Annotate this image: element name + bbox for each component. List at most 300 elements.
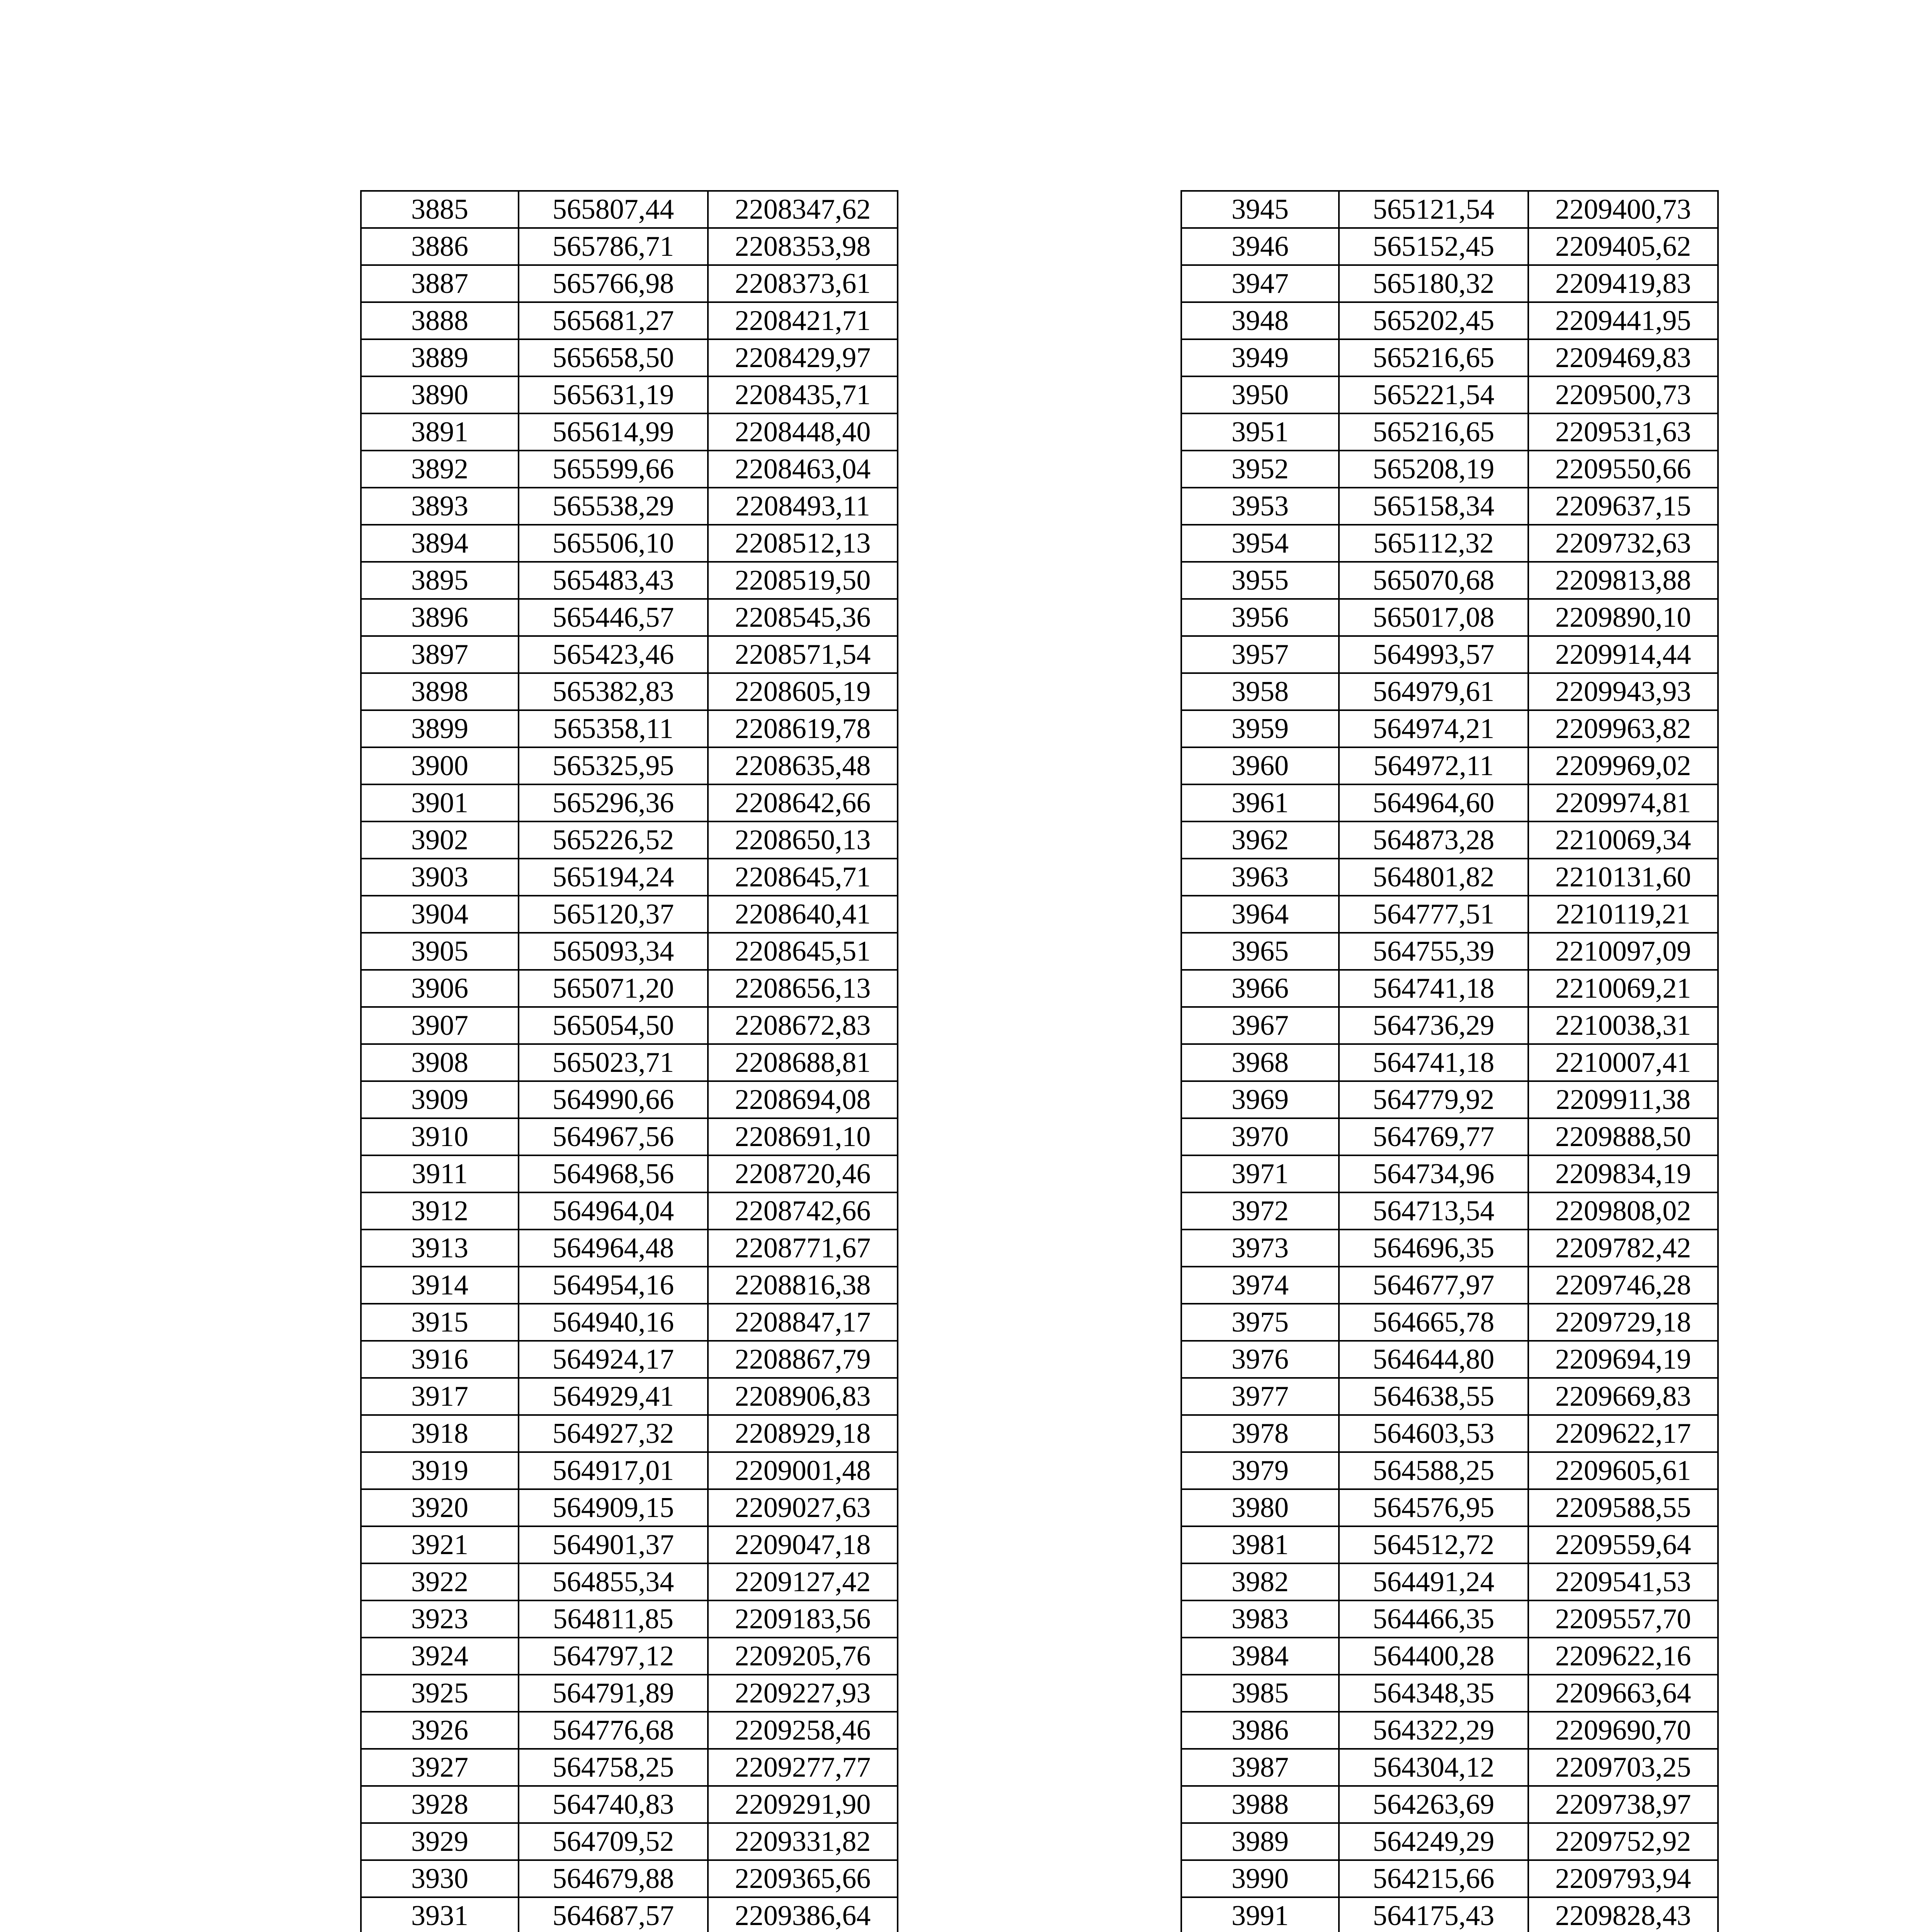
table-row bbox=[1181, 1675, 1718, 1712]
point-number-cell: 3917 bbox=[361, 1378, 519, 1415]
point-number-cell: 3950 bbox=[1181, 376, 1339, 413]
y-coordinate-cell: 2209729,18 bbox=[1528, 1304, 1718, 1341]
y-coordinate-cell: 2208645,71 bbox=[708, 859, 898, 896]
table-row bbox=[361, 710, 898, 747]
table-row bbox=[1181, 525, 1718, 562]
table-row bbox=[1181, 1452, 1718, 1489]
table-row bbox=[1181, 339, 1718, 376]
x-coordinate-cell: 564736,29 bbox=[1339, 1007, 1528, 1044]
y-coordinate-cell: 2208816,38 bbox=[708, 1267, 898, 1304]
point-number-cell: 3981 bbox=[1181, 1526, 1339, 1563]
x-coordinate-cell: 565599,66 bbox=[519, 451, 708, 488]
x-coordinate-cell: 564968,56 bbox=[519, 1155, 708, 1192]
point-number-cell: 3963 bbox=[1181, 859, 1339, 896]
table-row bbox=[361, 1452, 898, 1489]
x-coordinate-cell: 564665,78 bbox=[1339, 1304, 1528, 1341]
y-coordinate-cell: 2209331,82 bbox=[708, 1823, 898, 1860]
point-number-cell: 3982 bbox=[1181, 1563, 1339, 1600]
y-coordinate-cell: 2208847,17 bbox=[708, 1304, 898, 1341]
point-number-cell: 3916 bbox=[361, 1341, 519, 1378]
y-coordinate-cell: 2210069,34 bbox=[1528, 821, 1718, 859]
point-number-cell: 3965 bbox=[1181, 933, 1339, 970]
x-coordinate-cell: 564304,12 bbox=[1339, 1749, 1528, 1786]
point-number-cell: 3885 bbox=[361, 191, 519, 228]
table-row bbox=[1181, 1638, 1718, 1675]
y-coordinate-cell: 2208867,79 bbox=[708, 1341, 898, 1378]
y-coordinate-cell: 2208512,13 bbox=[708, 525, 898, 562]
x-coordinate-cell: 564638,55 bbox=[1339, 1378, 1528, 1415]
y-coordinate-cell: 2208688,81 bbox=[708, 1044, 898, 1081]
y-coordinate-cell: 2209969,02 bbox=[1528, 747, 1718, 784]
table-row bbox=[1181, 784, 1718, 821]
point-number-cell: 3990 bbox=[1181, 1860, 1339, 1897]
point-number-cell: 3895 bbox=[361, 562, 519, 599]
x-coordinate-cell: 565786,71 bbox=[519, 228, 708, 265]
point-number-cell: 3913 bbox=[361, 1230, 519, 1267]
point-number-cell: 3929 bbox=[361, 1823, 519, 1860]
table-row bbox=[1181, 1823, 1718, 1860]
y-coordinate-cell: 2208906,83 bbox=[708, 1378, 898, 1415]
point-number-cell: 3961 bbox=[1181, 784, 1339, 821]
x-coordinate-cell: 564801,82 bbox=[1339, 859, 1528, 896]
table-row bbox=[361, 1897, 898, 1932]
y-coordinate-cell: 2209277,77 bbox=[708, 1749, 898, 1786]
point-number-cell: 3983 bbox=[1181, 1600, 1339, 1638]
table-row bbox=[1181, 1600, 1718, 1638]
point-number-cell: 3966 bbox=[1181, 970, 1339, 1007]
point-number-cell: 3969 bbox=[1181, 1081, 1339, 1118]
point-number-cell: 3959 bbox=[1181, 710, 1339, 747]
y-coordinate-cell: 2208691,10 bbox=[708, 1118, 898, 1155]
point-number-cell: 3987 bbox=[1181, 1749, 1339, 1786]
table-row bbox=[361, 970, 898, 1007]
point-number-cell: 3964 bbox=[1181, 896, 1339, 933]
point-number-cell: 3953 bbox=[1181, 488, 1339, 525]
y-coordinate-cell: 2208640,41 bbox=[708, 896, 898, 933]
y-coordinate-cell: 2210131,60 bbox=[1528, 859, 1718, 896]
x-coordinate-cell: 564249,29 bbox=[1339, 1823, 1528, 1860]
table-row bbox=[361, 1712, 898, 1749]
x-coordinate-cell: 564811,85 bbox=[519, 1600, 708, 1638]
table-row bbox=[361, 1007, 898, 1044]
point-number-cell: 3912 bbox=[361, 1192, 519, 1230]
x-coordinate-cell: 564972,11 bbox=[1339, 747, 1528, 784]
point-number-cell: 3886 bbox=[361, 228, 519, 265]
y-coordinate-cell: 2209752,92 bbox=[1528, 1823, 1718, 1860]
table-row bbox=[1181, 451, 1718, 488]
point-number-cell: 3951 bbox=[1181, 413, 1339, 451]
x-coordinate-cell: 564740,83 bbox=[519, 1786, 708, 1823]
table-row bbox=[361, 896, 898, 933]
x-coordinate-cell: 564491,24 bbox=[1339, 1563, 1528, 1600]
point-number-cell: 3930 bbox=[361, 1860, 519, 1897]
y-coordinate-cell: 2209405,62 bbox=[1528, 228, 1718, 265]
x-coordinate-cell: 564687,57 bbox=[519, 1897, 708, 1932]
table-row bbox=[361, 1415, 898, 1452]
y-coordinate-cell: 2208771,67 bbox=[708, 1230, 898, 1267]
point-number-cell: 3899 bbox=[361, 710, 519, 747]
point-number-cell: 3957 bbox=[1181, 636, 1339, 673]
y-coordinate-cell: 2208493,11 bbox=[708, 488, 898, 525]
point-number-cell: 3946 bbox=[1181, 228, 1339, 265]
x-coordinate-cell: 564677,97 bbox=[1339, 1267, 1528, 1304]
y-coordinate-cell: 2209746,28 bbox=[1528, 1267, 1718, 1304]
x-coordinate-cell: 564779,92 bbox=[1339, 1081, 1528, 1118]
table-row bbox=[361, 1230, 898, 1267]
table-row bbox=[361, 1192, 898, 1230]
x-coordinate-cell: 565538,29 bbox=[519, 488, 708, 525]
x-coordinate-cell: 564964,04 bbox=[519, 1192, 708, 1230]
table-row bbox=[361, 784, 898, 821]
point-number-cell: 3891 bbox=[361, 413, 519, 451]
y-coordinate-cell: 2208448,40 bbox=[708, 413, 898, 451]
point-number-cell: 3910 bbox=[361, 1118, 519, 1155]
table-row bbox=[361, 933, 898, 970]
table-row bbox=[361, 413, 898, 451]
x-coordinate-cell: 564924,17 bbox=[519, 1341, 708, 1378]
table-row bbox=[361, 1118, 898, 1155]
x-coordinate-cell: 565807,44 bbox=[519, 191, 708, 228]
y-coordinate-cell: 2208650,13 bbox=[708, 821, 898, 859]
point-number-cell: 3971 bbox=[1181, 1155, 1339, 1192]
x-coordinate-cell: 564758,25 bbox=[519, 1749, 708, 1786]
y-coordinate-cell: 2209588,55 bbox=[1528, 1489, 1718, 1526]
table-row bbox=[361, 599, 898, 636]
x-coordinate-cell: 565423,46 bbox=[519, 636, 708, 673]
point-number-cell: 3972 bbox=[1181, 1192, 1339, 1230]
point-number-cell: 3908 bbox=[361, 1044, 519, 1081]
y-coordinate-cell: 2209963,82 bbox=[1528, 710, 1718, 747]
y-coordinate-cell: 2209258,46 bbox=[708, 1712, 898, 1749]
x-coordinate-cell: 565158,34 bbox=[1339, 488, 1528, 525]
point-number-cell: 3956 bbox=[1181, 599, 1339, 636]
y-coordinate-cell: 2208694,08 bbox=[708, 1081, 898, 1118]
y-coordinate-cell: 2209419,83 bbox=[1528, 265, 1718, 302]
y-coordinate-cell: 2209622,16 bbox=[1528, 1638, 1718, 1675]
table-row bbox=[1181, 1749, 1718, 1786]
table-row bbox=[1181, 562, 1718, 599]
x-coordinate-cell: 565194,24 bbox=[519, 859, 708, 896]
point-number-cell: 3988 bbox=[1181, 1786, 1339, 1823]
table-row bbox=[361, 525, 898, 562]
x-coordinate-cell: 564929,41 bbox=[519, 1378, 708, 1415]
point-number-cell: 3922 bbox=[361, 1563, 519, 1600]
y-coordinate-cell: 2209669,83 bbox=[1528, 1378, 1718, 1415]
point-number-cell: 3970 bbox=[1181, 1118, 1339, 1155]
point-number-cell: 3906 bbox=[361, 970, 519, 1007]
point-number-cell: 3919 bbox=[361, 1452, 519, 1489]
y-coordinate-cell: 2208642,66 bbox=[708, 784, 898, 821]
y-coordinate-cell: 2209694,19 bbox=[1528, 1341, 1718, 1378]
y-coordinate-cell: 2208353,98 bbox=[708, 228, 898, 265]
y-coordinate-cell: 2209531,63 bbox=[1528, 413, 1718, 451]
x-coordinate-cell: 565766,98 bbox=[519, 265, 708, 302]
x-coordinate-cell: 565382,83 bbox=[519, 673, 708, 710]
y-coordinate-cell: 2209690,70 bbox=[1528, 1712, 1718, 1749]
x-coordinate-cell: 564348,35 bbox=[1339, 1675, 1528, 1712]
point-number-cell: 3896 bbox=[361, 599, 519, 636]
y-coordinate-cell: 2208656,13 bbox=[708, 970, 898, 1007]
point-number-cell: 3925 bbox=[361, 1675, 519, 1712]
x-coordinate-cell: 565208,19 bbox=[1339, 451, 1528, 488]
y-coordinate-cell: 2209557,70 bbox=[1528, 1600, 1718, 1638]
x-coordinate-cell: 565112,32 bbox=[1339, 525, 1528, 562]
table-row bbox=[361, 1526, 898, 1563]
table-row bbox=[361, 1675, 898, 1712]
x-coordinate-cell: 564215,66 bbox=[1339, 1860, 1528, 1897]
point-number-cell: 3918 bbox=[361, 1415, 519, 1452]
y-coordinate-cell: 2210097,09 bbox=[1528, 933, 1718, 970]
x-coordinate-cell: 565120,37 bbox=[519, 896, 708, 933]
y-coordinate-cell: 2209622,17 bbox=[1528, 1415, 1718, 1452]
table-row bbox=[1181, 376, 1718, 413]
x-coordinate-cell: 565658,50 bbox=[519, 339, 708, 376]
x-coordinate-cell: 565614,99 bbox=[519, 413, 708, 451]
x-coordinate-cell: 564709,52 bbox=[519, 1823, 708, 1860]
point-number-cell: 3902 bbox=[361, 821, 519, 859]
x-coordinate-cell: 564954,16 bbox=[519, 1267, 708, 1304]
x-coordinate-cell: 564512,72 bbox=[1339, 1526, 1528, 1563]
table-row bbox=[1181, 1860, 1718, 1897]
point-number-cell: 3893 bbox=[361, 488, 519, 525]
table-row bbox=[361, 302, 898, 339]
x-coordinate-cell: 564873,28 bbox=[1339, 821, 1528, 859]
table-row bbox=[1181, 1192, 1718, 1230]
x-coordinate-cell: 565017,08 bbox=[1339, 599, 1528, 636]
x-coordinate-cell: 565121,54 bbox=[1339, 191, 1528, 228]
x-coordinate-cell: 564791,89 bbox=[519, 1675, 708, 1712]
point-number-cell: 3907 bbox=[361, 1007, 519, 1044]
point-number-cell: 3955 bbox=[1181, 562, 1339, 599]
point-number-cell: 3892 bbox=[361, 451, 519, 488]
table-row bbox=[1181, 896, 1718, 933]
x-coordinate-cell: 565358,11 bbox=[519, 710, 708, 747]
point-number-cell: 3958 bbox=[1181, 673, 1339, 710]
table-row bbox=[1181, 859, 1718, 896]
x-coordinate-cell: 564175,43 bbox=[1339, 1897, 1528, 1932]
point-number-cell: 3920 bbox=[361, 1489, 519, 1526]
y-coordinate-cell: 2209703,25 bbox=[1528, 1749, 1718, 1786]
table-row bbox=[1181, 1897, 1718, 1932]
y-coordinate-cell: 2208742,66 bbox=[708, 1192, 898, 1230]
table-row bbox=[361, 339, 898, 376]
table-row bbox=[361, 859, 898, 896]
point-number-cell: 3991 bbox=[1181, 1897, 1339, 1932]
y-coordinate-cell: 2210038,31 bbox=[1528, 1007, 1718, 1044]
x-coordinate-cell: 565071,20 bbox=[519, 970, 708, 1007]
point-number-cell: 3898 bbox=[361, 673, 519, 710]
y-coordinate-cell: 2208635,48 bbox=[708, 747, 898, 784]
point-number-cell: 3903 bbox=[361, 859, 519, 896]
y-coordinate-cell: 2209400,73 bbox=[1528, 191, 1718, 228]
y-coordinate-cell: 2208571,54 bbox=[708, 636, 898, 673]
point-number-cell: 3979 bbox=[1181, 1452, 1339, 1489]
table-row bbox=[361, 1341, 898, 1378]
y-coordinate-cell: 2209782,42 bbox=[1528, 1230, 1718, 1267]
y-coordinate-cell: 2209890,10 bbox=[1528, 599, 1718, 636]
point-number-cell: 3923 bbox=[361, 1600, 519, 1638]
x-coordinate-cell: 564696,35 bbox=[1339, 1230, 1528, 1267]
point-number-cell: 3915 bbox=[361, 1304, 519, 1341]
point-number-cell: 3947 bbox=[1181, 265, 1339, 302]
x-coordinate-cell: 564797,12 bbox=[519, 1638, 708, 1675]
point-number-cell: 3914 bbox=[361, 1267, 519, 1304]
y-coordinate-cell: 2208421,71 bbox=[708, 302, 898, 339]
point-number-cell: 3960 bbox=[1181, 747, 1339, 784]
x-coordinate-cell: 564909,15 bbox=[519, 1489, 708, 1526]
table-row bbox=[361, 1860, 898, 1897]
table-row bbox=[1181, 1341, 1718, 1378]
y-coordinate-cell: 2209834,19 bbox=[1528, 1155, 1718, 1192]
point-number-cell: 3897 bbox=[361, 636, 519, 673]
point-number-cell: 3904 bbox=[361, 896, 519, 933]
table-row bbox=[1181, 970, 1718, 1007]
y-coordinate-cell: 2209047,18 bbox=[708, 1526, 898, 1563]
x-coordinate-cell: 565681,27 bbox=[519, 302, 708, 339]
y-coordinate-cell: 2209808,02 bbox=[1528, 1192, 1718, 1230]
x-coordinate-cell: 565226,52 bbox=[519, 821, 708, 859]
y-coordinate-cell: 2208435,71 bbox=[708, 376, 898, 413]
x-coordinate-cell: 564588,25 bbox=[1339, 1452, 1528, 1489]
x-coordinate-cell: 564755,39 bbox=[1339, 933, 1528, 970]
x-coordinate-cell: 565506,10 bbox=[519, 525, 708, 562]
point-number-cell: 3900 bbox=[361, 747, 519, 784]
table-row bbox=[361, 1638, 898, 1675]
table-row bbox=[1181, 599, 1718, 636]
table-row bbox=[361, 228, 898, 265]
point-number-cell: 3980 bbox=[1181, 1489, 1339, 1526]
point-number-cell: 3887 bbox=[361, 265, 519, 302]
x-coordinate-cell: 565023,71 bbox=[519, 1044, 708, 1081]
y-coordinate-cell: 2209500,73 bbox=[1528, 376, 1718, 413]
point-number-cell: 3968 bbox=[1181, 1044, 1339, 1081]
x-coordinate-cell: 565152,45 bbox=[1339, 228, 1528, 265]
x-coordinate-cell: 564776,68 bbox=[519, 1712, 708, 1749]
x-coordinate-cell: 565483,43 bbox=[519, 562, 708, 599]
table-row bbox=[1181, 673, 1718, 710]
table-row bbox=[1181, 1044, 1718, 1081]
point-number-cell: 3949 bbox=[1181, 339, 1339, 376]
table-row bbox=[1181, 228, 1718, 265]
point-number-cell: 3926 bbox=[361, 1712, 519, 1749]
y-coordinate-cell: 2209127,42 bbox=[708, 1563, 898, 1600]
table-row bbox=[1181, 1378, 1718, 1415]
table-row bbox=[1181, 710, 1718, 747]
table-row bbox=[361, 1044, 898, 1081]
y-coordinate-cell: 2208619,78 bbox=[708, 710, 898, 747]
x-coordinate-cell: 565216,65 bbox=[1339, 339, 1528, 376]
y-coordinate-cell: 2210069,21 bbox=[1528, 970, 1718, 1007]
table-row bbox=[1181, 636, 1718, 673]
x-coordinate-cell: 564769,77 bbox=[1339, 1118, 1528, 1155]
x-coordinate-cell: 564679,88 bbox=[519, 1860, 708, 1897]
x-coordinate-cell: 564322,29 bbox=[1339, 1712, 1528, 1749]
table-row bbox=[361, 1600, 898, 1638]
y-coordinate-cell: 2209386,64 bbox=[708, 1897, 898, 1932]
table-row bbox=[361, 1823, 898, 1860]
y-coordinate-cell: 2208929,18 bbox=[708, 1415, 898, 1452]
table-row bbox=[1181, 1489, 1718, 1526]
point-number-cell: 3952 bbox=[1181, 451, 1339, 488]
x-coordinate-cell: 564917,01 bbox=[519, 1452, 708, 1489]
x-coordinate-cell: 564993,57 bbox=[1339, 636, 1528, 673]
table-row bbox=[361, 1155, 898, 1192]
y-coordinate-cell: 2209974,81 bbox=[1528, 784, 1718, 821]
x-coordinate-cell: 565180,32 bbox=[1339, 265, 1528, 302]
point-number-cell: 3976 bbox=[1181, 1341, 1339, 1378]
table-row bbox=[361, 747, 898, 784]
y-coordinate-cell: 2209291,90 bbox=[708, 1786, 898, 1823]
y-coordinate-cell: 2208720,46 bbox=[708, 1155, 898, 1192]
y-coordinate-cell: 2209027,63 bbox=[708, 1489, 898, 1526]
x-coordinate-cell: 564967,56 bbox=[519, 1118, 708, 1155]
table-row bbox=[361, 1489, 898, 1526]
table-row bbox=[361, 1267, 898, 1304]
table-row bbox=[361, 451, 898, 488]
table-row bbox=[1181, 191, 1718, 228]
x-coordinate-cell: 565070,68 bbox=[1339, 562, 1528, 599]
table-row bbox=[361, 1786, 898, 1823]
y-coordinate-cell: 2209911,38 bbox=[1528, 1081, 1718, 1118]
x-coordinate-cell: 564855,34 bbox=[519, 1563, 708, 1600]
x-coordinate-cell: 564901,37 bbox=[519, 1526, 708, 1563]
point-number-cell: 3985 bbox=[1181, 1675, 1339, 1712]
y-coordinate-cell: 2209943,93 bbox=[1528, 673, 1718, 710]
table-row bbox=[361, 821, 898, 859]
point-number-cell: 3928 bbox=[361, 1786, 519, 1823]
y-coordinate-cell: 2208545,36 bbox=[708, 599, 898, 636]
table-row bbox=[361, 1304, 898, 1341]
y-coordinate-cell: 2208645,51 bbox=[708, 933, 898, 970]
y-coordinate-cell: 2209813,88 bbox=[1528, 562, 1718, 599]
x-coordinate-cell: 564964,48 bbox=[519, 1230, 708, 1267]
y-coordinate-cell: 2209738,97 bbox=[1528, 1786, 1718, 1823]
table-row bbox=[1181, 1786, 1718, 1823]
table-row bbox=[1181, 1118, 1718, 1155]
y-coordinate-cell: 2209828,43 bbox=[1528, 1897, 1718, 1932]
y-coordinate-cell: 2209637,15 bbox=[1528, 488, 1718, 525]
table-row bbox=[361, 376, 898, 413]
table-row bbox=[1181, 1712, 1718, 1749]
y-coordinate-cell: 2209550,66 bbox=[1528, 451, 1718, 488]
x-coordinate-cell: 564927,32 bbox=[519, 1415, 708, 1452]
table-row bbox=[1181, 1267, 1718, 1304]
table-row bbox=[1181, 1563, 1718, 1600]
x-coordinate-cell: 565631,19 bbox=[519, 376, 708, 413]
x-coordinate-cell: 564466,35 bbox=[1339, 1600, 1528, 1638]
y-coordinate-cell: 2209205,76 bbox=[708, 1638, 898, 1675]
x-coordinate-cell: 564734,96 bbox=[1339, 1155, 1528, 1192]
point-number-cell: 3909 bbox=[361, 1081, 519, 1118]
table-row bbox=[1181, 302, 1718, 339]
y-coordinate-cell: 2208672,83 bbox=[708, 1007, 898, 1044]
table-row bbox=[1181, 1007, 1718, 1044]
table-row bbox=[361, 191, 898, 228]
y-coordinate-cell: 2209605,61 bbox=[1528, 1452, 1718, 1489]
table-row bbox=[361, 1749, 898, 1786]
point-number-cell: 3989 bbox=[1181, 1823, 1339, 1860]
x-coordinate-cell: 564964,60 bbox=[1339, 784, 1528, 821]
y-coordinate-cell: 2209559,64 bbox=[1528, 1526, 1718, 1563]
point-number-cell: 3905 bbox=[361, 933, 519, 970]
point-number-cell: 3911 bbox=[361, 1155, 519, 1192]
x-coordinate-cell: 564777,51 bbox=[1339, 896, 1528, 933]
y-coordinate-cell: 2209227,93 bbox=[708, 1675, 898, 1712]
x-coordinate-cell: 564741,18 bbox=[1339, 1044, 1528, 1081]
table-row bbox=[361, 1563, 898, 1600]
x-coordinate-cell: 564940,16 bbox=[519, 1304, 708, 1341]
y-coordinate-cell: 2209441,95 bbox=[1528, 302, 1718, 339]
